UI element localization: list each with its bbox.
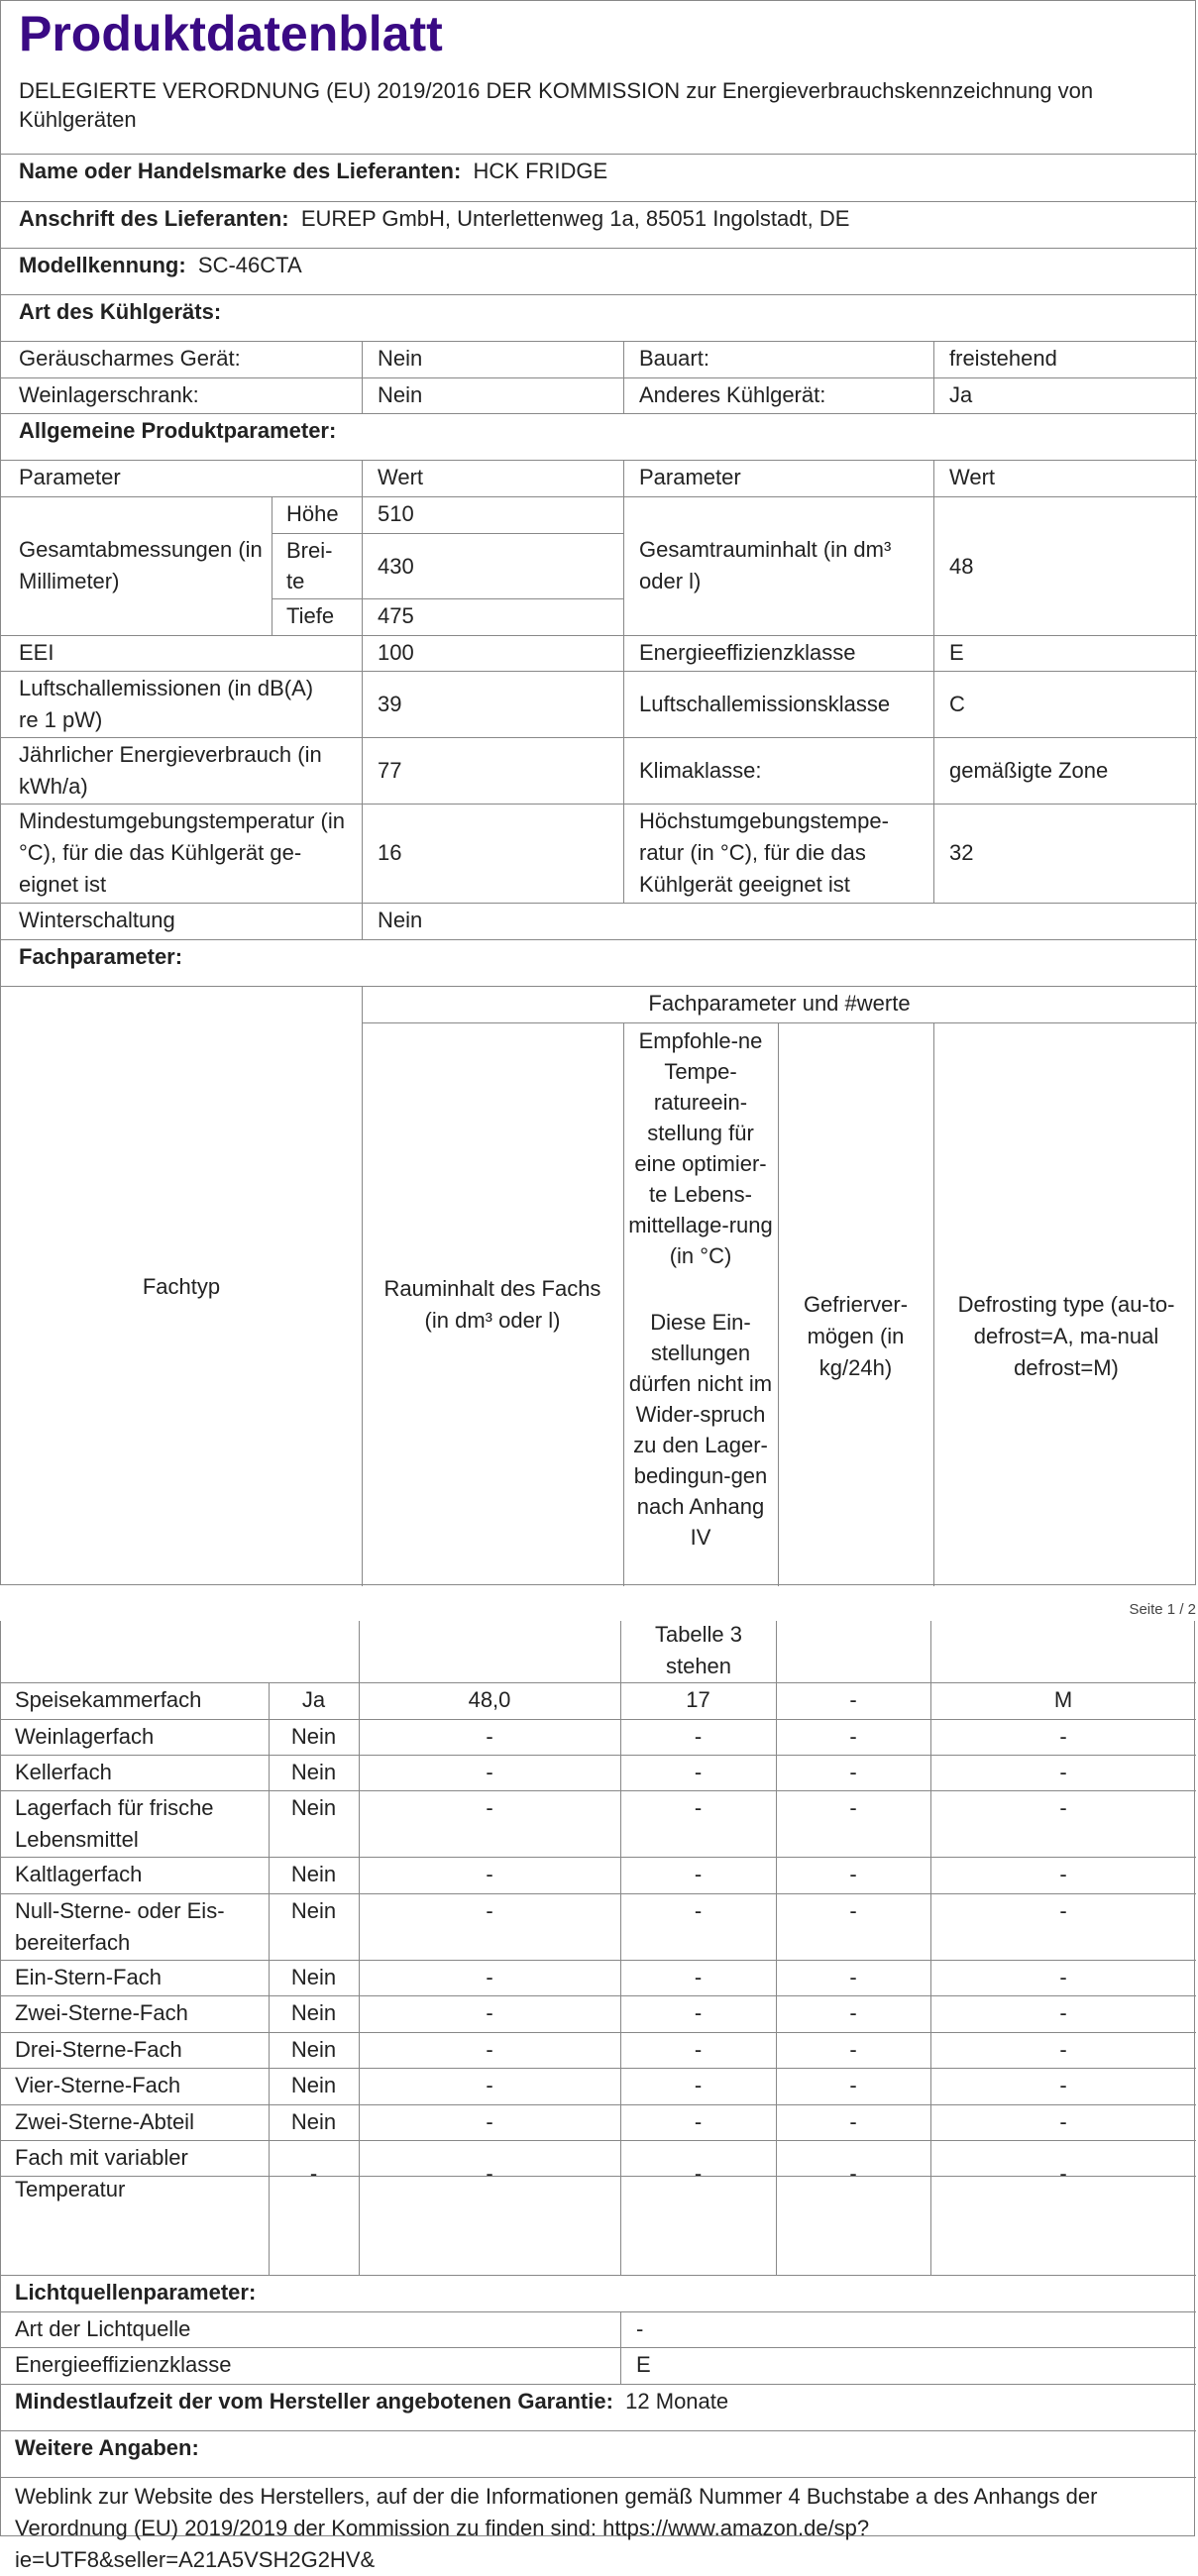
compartment-freeze: - [849, 2000, 857, 2025]
compartment-type: Vier-Sterne-Fach [15, 2073, 181, 2097]
compartment-volume: - [486, 2109, 493, 2134]
rule [1, 2068, 1196, 2069]
max-temp-label: Höchstumgebungstempe-ratur (in °C), für die das Kühlgerät geeignet ist [639, 808, 889, 897]
model-value: SC-46CTA [197, 253, 302, 277]
col-volume: Rauminhalt des Fachs (in dm³ oder l) [383, 1276, 601, 1333]
noise-label: Luftschallemissionen (in dB(A) re 1 pW) [19, 676, 314, 732]
compartment-defrost: - [1059, 2000, 1067, 2025]
compartment-temp: - [694, 1795, 703, 1820]
compartment-volume: - [486, 2000, 493, 2025]
compartment-present: Nein [290, 1795, 337, 1820]
depth-value: 475 [378, 603, 414, 628]
wine-cabinet-label: Weinlagerschrank: [19, 382, 199, 407]
climate-value: gemäßigte Zone [949, 758, 1109, 783]
compartment-defrost: - [1059, 1862, 1067, 1886]
compartment-volume: - [486, 1795, 493, 1820]
compartment-freeze: - [849, 1760, 857, 1784]
model-row [19, 250, 302, 281]
rule [1, 413, 1197, 414]
height-value: 510 [378, 501, 414, 526]
compartment-type: Weinlagerfach [15, 1724, 155, 1749]
col-freeze: Gefrierver-mögen (in kg/24h) [803, 1292, 909, 1380]
compartment-temp: - [694, 1862, 703, 1886]
compartment-defrost: - [1059, 2161, 1067, 2186]
compartment-defrost: - [1059, 1898, 1067, 1923]
volume-value: 48 [949, 554, 974, 579]
compartment-volume: - [486, 1760, 493, 1784]
appliance-type-heading: Art des Kühlgeräts: [19, 299, 222, 324]
compartment-type: Kellerfach [15, 1760, 112, 1784]
eei-value: 100 [378, 640, 414, 665]
rule [1, 2384, 1196, 2385]
compartment-freeze: - [849, 2037, 857, 2062]
compartment-volume: - [486, 1965, 493, 1989]
compartment-temp: - [694, 2109, 703, 2134]
rule [1, 2275, 1196, 2276]
energy-class-label: Energieeffizienzklasse [639, 640, 856, 665]
light-type-label: Art der Lichtquelle [15, 2316, 191, 2341]
further-text: Weblink zur Website des Herstellers, auf der die Informationen gemäß Nummer 4 Buchstabe a des Anhangs der Verordnung (EU) 2019/2019 der Kommission zu finden sind: https://www.amazon.de/sp?ie=UTF8&seller=A21A5VSH2G2HV& [15, 2484, 1098, 2572]
rule [933, 341, 934, 414]
rule [1, 1719, 1196, 1720]
compartment-heading: Fachparameter: [19, 944, 183, 969]
rule [1, 460, 1197, 461]
compartment-freeze: - [849, 1687, 857, 1712]
light-class-label: Energieeffizienzklasse [15, 2352, 232, 2377]
compartment-freeze: - [849, 1795, 857, 1820]
rule [1, 496, 1197, 497]
compartment-defrost: - [1059, 2073, 1067, 2097]
rule [1, 294, 1197, 295]
rule [362, 1022, 1197, 1023]
rule [1, 2140, 1196, 2141]
compartment-type: Kaltlagerfach [15, 1862, 143, 1886]
supplier-address-value: EUREP GmbH, Unterlettenweg 1a, 85051 Ingolstadt, DE [300, 206, 850, 231]
col-temp-part3: Tabelle 3 stehen [654, 1622, 743, 1678]
rule [1, 1755, 1196, 1756]
rule [1, 2430, 1196, 2431]
compartment-volume: 48,0 [468, 1687, 511, 1712]
compartment-freeze: - [849, 2109, 857, 2134]
rule [362, 460, 363, 939]
compartment-present: Ja [301, 1687, 326, 1712]
rule [1, 2477, 1196, 2478]
compartment-temp: - [694, 2073, 703, 2097]
compartment-freeze: - [849, 2161, 857, 2186]
compartment-freeze: - [849, 1965, 857, 1989]
compartment-freeze: - [849, 1898, 857, 1923]
design-label: Bauart: [639, 346, 709, 371]
rule [1, 377, 1197, 378]
compartment-defrost: - [1059, 2109, 1067, 2134]
rule [933, 460, 934, 903]
compartment-type: Zwei-Sterne-Fach [15, 2000, 188, 2025]
compartment-type: Lagerfach für frische Lebensmittel [15, 1795, 214, 1852]
compartment-volume: - [486, 1898, 493, 1923]
height-label: Höhe [286, 501, 339, 526]
rule [933, 1022, 934, 1586]
compartment-present: Nein [290, 1898, 337, 1923]
max-temp-value: 32 [949, 840, 974, 865]
dimensions-label: Gesamtabmessungen (in Millimeter) [19, 537, 263, 593]
other-appliance-value: Ja [949, 382, 973, 407]
consumption-label: Jährlicher Energieverbrauch (in kWh/a) [19, 742, 322, 799]
compartment-defrost: M [1053, 1687, 1073, 1712]
light-heading: Lichtquellenparameter: [15, 2280, 257, 2305]
rule [1, 341, 1197, 342]
energy-class-value: E [949, 640, 964, 665]
compartment-volume: - [486, 1724, 493, 1749]
rule [623, 460, 624, 903]
compartment-defrost: - [1059, 1795, 1067, 1820]
compartment-freeze: - [849, 1862, 857, 1886]
low-noise-label: Geräuscharmes Gerät: [19, 346, 241, 371]
eei-label: EEI [19, 640, 54, 665]
rule [1, 737, 1197, 738]
compartment-present: Nein [290, 2000, 337, 2025]
compartment-defrost: - [1059, 1965, 1067, 1989]
noise-value: 39 [378, 692, 402, 716]
other-appliance-label: Anderes Kühlgerät: [639, 382, 826, 407]
rule [1, 201, 1197, 202]
compartment-type: Drei-Sterne-Fach [15, 2037, 182, 2062]
compartment-defrost: - [1059, 1724, 1067, 1749]
compartment-present: Nein [290, 1862, 337, 1886]
compartment-present: Nein [290, 1965, 337, 1989]
compartment-present: Nein [290, 1724, 337, 1749]
compartment-type: Null-Sterne- oder Eis-bereiterfach [15, 1898, 225, 1955]
rule [1, 2032, 1196, 2033]
compartment-type: Zwei-Sterne-Abteil [15, 2109, 194, 2134]
compartment-freeze: - [849, 2073, 857, 2097]
warranty-label: Mindestlaufzeit der vom Hersteller angebotenen Garantie: [15, 2389, 613, 2414]
rule [1, 154, 1197, 155]
noise-class-label: Luftschallemissionsklasse [639, 692, 891, 716]
compartment-temp: - [694, 1898, 703, 1923]
rule [1, 1682, 1196, 1683]
rule [272, 533, 623, 534]
compartment-group-header: Fachparameter und #werte [648, 991, 911, 1016]
compartment-present: Nein [290, 1760, 337, 1784]
page-two [0, 1621, 1195, 2572]
compartment-present: Nein [290, 2109, 337, 2134]
compartment-temp: 17 [686, 1687, 710, 1712]
compartment-type: Ein-Stern-Fach [15, 1965, 162, 1989]
rule [1, 1893, 1196, 1894]
min-temp-value: 16 [378, 840, 402, 865]
warranty-row [15, 2386, 728, 2417]
compartment-temp: - [694, 1724, 703, 1749]
supplier-name-label: Name oder Handelsmarke des Lieferanten: [19, 159, 462, 183]
compartment-temp: - [694, 1760, 703, 1784]
compartment-temp: - [694, 2000, 703, 2025]
depth-label: Tiefe [286, 603, 335, 628]
supplier-name-row [19, 156, 607, 187]
page-number: Seite 1 / 2 [1129, 1601, 1196, 1618]
rule [1, 903, 1197, 904]
col-parameter-2: Parameter [639, 465, 741, 489]
compartment-present: Nein [290, 2037, 337, 2062]
width-label: Brei-te [286, 538, 333, 593]
supplier-name-value: HCK FRIDGE [473, 159, 608, 183]
compartment-defrost: - [1059, 2037, 1067, 2062]
rule [1, 635, 1197, 636]
light-type-value: - [636, 2316, 644, 2341]
rule [1, 939, 1197, 940]
rule [272, 598, 623, 599]
width-value: 430 [378, 554, 414, 579]
rule [1, 1960, 1196, 1961]
rule [1, 248, 1197, 249]
compartment-temp: - [694, 1965, 703, 1989]
noise-class-value: C [949, 692, 965, 716]
min-temp-label: Mindestumgebungstemperatur (in °C), für die das Kühlgerät ge-eignet ist [19, 808, 345, 897]
warranty-value: 12 Monate [625, 2389, 729, 2414]
regulation-text: DELEGIERTE VERORDNUNG (EU) 2019/2016 DER KOMMISSION zur Energieverbrauchskennzeichnung von Kühlgeräten [19, 78, 1094, 132]
rule [623, 341, 624, 414]
compartment-volume: - [486, 2161, 493, 2186]
col-compartment-type: Fachtyp [142, 1274, 221, 1299]
compartment-volume: - [486, 2073, 493, 2097]
design-value: freistehend [949, 346, 1057, 371]
climate-label: Klimaklasse: [639, 758, 762, 783]
compartment-defrost: - [1059, 1760, 1067, 1784]
low-noise-value: Nein [378, 346, 423, 371]
rule [1, 1995, 1196, 1996]
winter-label: Winterschaltung [19, 908, 175, 932]
consumption-value: 77 [378, 758, 402, 783]
supplier-address-label: Anschrift des Lieferanten: [19, 206, 289, 231]
compartment-temp: - [694, 2161, 703, 2186]
compartment-freeze: - [849, 1724, 857, 1749]
supplier-address-row [19, 203, 849, 235]
compartment-present: Nein [290, 2073, 337, 2097]
compartment-temp: - [694, 2037, 703, 2062]
winter-value: Nein [378, 908, 423, 932]
rule [778, 1022, 779, 1586]
col-value-2: Wert [949, 465, 996, 489]
col-defrost: Defrosting type (au-to-defrost=A, ma-nual defrost=M) [957, 1292, 1175, 1380]
rule [362, 986, 363, 1586]
col-value: Wert [378, 465, 424, 489]
compartment-type: Fach mit variabler Temperatur [15, 2145, 188, 2201]
rule [1, 1790, 1196, 1791]
compartment-volume: - [486, 2037, 493, 2062]
wine-cabinet-value: Nein [378, 382, 423, 407]
col-parameter: Parameter [19, 465, 121, 489]
further-heading: Weitere Angaben: [15, 2435, 199, 2460]
rule [362, 341, 363, 414]
document-title: Produktdatenblatt [19, 6, 443, 61]
compartment-type: Speisekammerfach [15, 1687, 202, 1712]
model-label: Modellkennung: [19, 253, 186, 277]
rule [1, 804, 1197, 805]
col-temp-part1: Empfohle-ne Tempe-ratureein-stellung für eine optimier-te Lebens-mittellage-rung (in °C) [628, 1028, 773, 1268]
volume-label: Gesamtrauminhalt (in dm³ oder l) [639, 537, 892, 593]
rule [1, 1857, 1196, 1858]
light-class-value: E [636, 2352, 651, 2377]
rule [1, 2104, 1196, 2105]
rule [1, 671, 1197, 672]
compartment-volume: - [486, 1862, 493, 1886]
col-temp-part2: Diese Ein-stellungen dürfen nicht im Wider-spruch zu den Lager-bedingun-gen nach Anhang IV [628, 1310, 773, 1550]
rule [1, 2347, 1196, 2348]
rule [1, 986, 1197, 987]
rule [1, 2311, 1196, 2312]
compartment-present: - [309, 2161, 318, 2186]
rule [623, 1022, 624, 1586]
general-heading: Allgemeine Produktparameter: [19, 418, 337, 443]
